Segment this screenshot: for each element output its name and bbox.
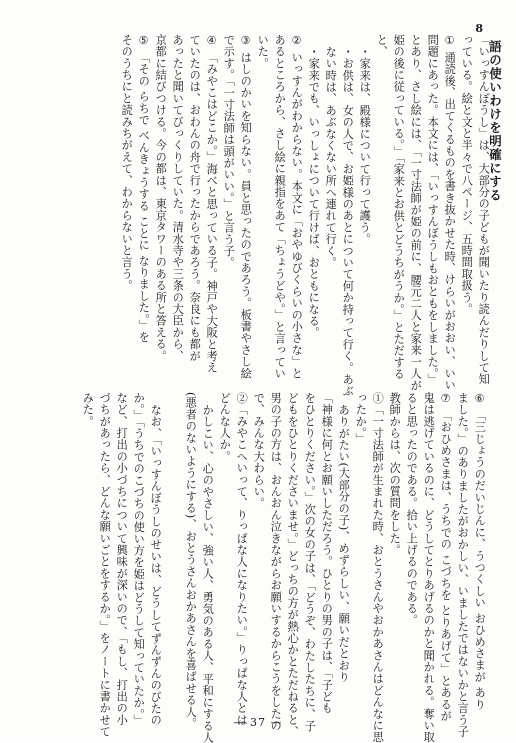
text-column: と、 [375,34,389,58]
text-column: 京都に結びつける。今の都は、東京タワーのある所と答える。 [154,34,168,362]
text-column: ったか。」 [354,392,368,445]
section-number: 8 [475,22,483,35]
text-column: ました。」のありましたがおかしい、いましたではないかと言う子 [456,392,470,738]
text-column: ない時は、あぶなくない所へ連れて行く。 [324,46,338,269]
text-column: なお、「いっすんぼうしのせいは、どうしてずんずんのびたの [149,404,163,726]
text-column: とあり、さし絵には、「一寸法師が姫の前に、腰元二人と家来一人が [409,34,423,392]
text-column: ①「一寸法師が生まれた時、おとうさんやおかあさんはどんなに思 [371,392,385,743]
section-heading: 語の使いわけを明確にする [487,40,503,202]
text-column: ・家来でも、いっしょについて行けば、おともになる。 [307,46,321,339]
text-column: ⑥ 「三じょうのだいじんに、うつくしい おひめさまが あり [473,392,487,711]
text-column: 男の子の方は、おんおん泣きながらお願いするからこうをしたの [269,392,283,732]
text-column: どんな人か。 [218,392,232,463]
text-column: っている。絵と文と半々で八ページ、五時間取扱う。 [460,34,474,315]
text-column: みた。 [81,392,95,428]
text-column: 「いっすんぼうし」は、大部分の子どもが聞いたり読んだりして知 [477,34,491,385]
text-column: 鬼は逃げているのに、どうしてとりあげるのかと聞かれる。奪い取 [422,392,436,743]
text-column: ① 通読後、出てくるものを書き抜かせた時、けらいがおおい、いい [443,34,457,391]
text-column: 問題にあった。本文には、「いっすんぼうしもおともをしました。」 [426,34,440,386]
text-column: ⑦ 「おひめさまは、うちでの こづちを とりあげて」とあるが [439,392,453,722]
text-column: ③ はしのかいを知らない。員と思ったのであろう。板書やさし絵 [239,34,253,380]
text-column: 姫の後に従っている。」「家来とお供とどうちがうか。」とただする [392,34,406,380]
text-column: づちがあったら、どんな願いごとをするか。」をノートに書かせて [98,392,112,738]
text-column: ④ 「みやこはどこか。」海べと思っている子。神戸や大阪と考え [205,34,219,374]
text-column: ・お供は、女の人で、お姫様のあとについて何か持って行く。あぶ [341,46,355,397]
text-column: ・家来は、殿様について行って護う。 [358,46,372,245]
text-column: ていたのは、おわんの舟で行ったからであろう。奈良にも都が [188,34,202,362]
text-column: そのうちにと読みちがえて、わからないと言う。 [120,34,134,292]
text-column: かしこい、心のやさしい、強い人、勇気のある人、平和にする人 [201,404,215,743]
text-column: ありがたい(大部分の子)、めずらしい、願いだとおり [337,404,351,683]
text-column: ⑤ 「その らちで べんきょうする ことに なりました。」を [137,34,151,343]
text-column: で、みんな大わらい。 [252,392,266,509]
page-number: — 37 — [233,716,283,729]
text-column: ②「みやこへいって、りっぱな人になりたい。」りっぱな人とは [235,392,249,726]
text-column: など、打出の小づちについて興味が深いので、「もし、打出の小 [115,392,129,726]
text-column: ② いっすんがわからない。本文に「おやゆびくらいの小さな」と [290,34,304,380]
text-column: か。」「うちでのこづちの使い方を姫はどうして知っていたか。」 [132,392,146,727]
text-column: あったと聞いてびっくりしていた。清水寺や三条の大臣から、 [171,34,185,362]
text-column: 教師からは、次の質問をした。 [388,392,402,556]
text-column: で示す。「一寸法師は頭がいい。」と言う子。 [222,34,236,269]
text-column: ると思ったのである。拾い上げるのである。 [405,392,419,626]
text-column: をひとりください。」次の女の子は、「どうぞ、わたしたちに、子 [303,392,317,732]
text-column: 「神様に何とお願いしただろう。ひとりの男の子は、「子ども [320,392,334,714]
text-column: どもをひとりくださいませ。」どっちの方が熱心かとただねると、 [286,392,300,738]
text-column: あるところから、さし絵に親指をあて「ちょうどや。」と言ってい [273,34,287,380]
text-column: (悪者のないようにする)、おとうさんおかあさんを喜ばせる人。 [184,392,198,730]
text-column: いた。 [256,34,270,70]
